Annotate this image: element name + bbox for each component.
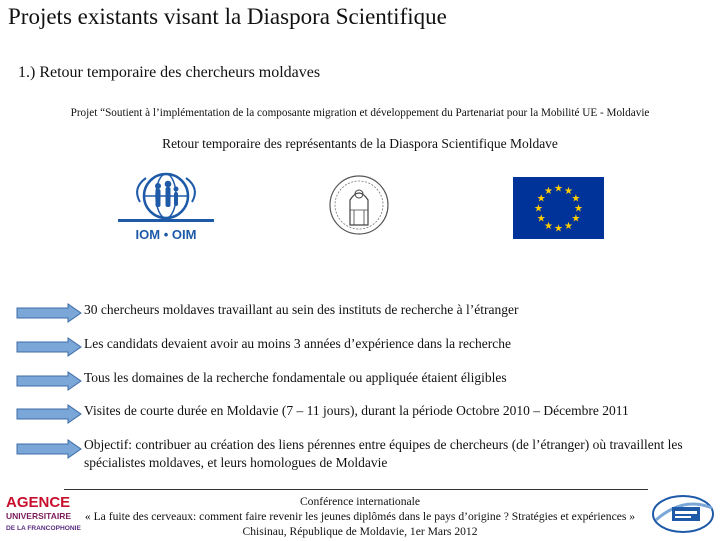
auf-logo-word: UNIVERSITAIRE bbox=[6, 511, 72, 521]
page-title: Projets existants visant la Diaspora Scientifique bbox=[8, 4, 447, 29]
star-icon: ★ bbox=[554, 183, 563, 195]
eu-flag bbox=[513, 177, 604, 244]
bullet-item bbox=[16, 401, 716, 427]
star-icon: ★ bbox=[571, 213, 581, 225]
star-icon: ★ bbox=[564, 186, 573, 198]
bullet-item bbox=[16, 368, 716, 394]
anniversary-emblem bbox=[650, 490, 716, 541]
star-icon: ★ bbox=[544, 186, 553, 198]
bullet-item bbox=[16, 300, 716, 326]
auf-logo-word: AGENCE bbox=[6, 494, 71, 511]
right-arrow-icon bbox=[16, 371, 82, 391]
footer bbox=[0, 494, 720, 539]
section-subtitle: 1.) Retour temporaire des chercheurs moldaves bbox=[18, 64, 321, 81]
star-icon: ★ bbox=[554, 223, 563, 235]
bullet-text: Les candidats devaient avoir au moins 3 années d’expérience dans la recherche bbox=[84, 336, 511, 351]
bullet-text: Visites de courte durée en Moldavie (7 – 11 jours), durant la période Octobre 2010 – Décembre 2011 bbox=[84, 403, 629, 418]
footer-divider bbox=[64, 489, 648, 490]
footer-conference: Conférence internationale bbox=[299, 495, 421, 508]
right-arrow-icon bbox=[16, 404, 82, 424]
iom-logo bbox=[118, 172, 214, 247]
star-icon: ★ bbox=[536, 213, 546, 225]
bullet-text: 30 chercheurs moldaves travaillant au sein des instituts de recherche à l’étranger bbox=[84, 302, 519, 317]
footer-theme: « La fuite des cerveaux: comment faire revenir les jeunes diplômés dans le pays d’origine ? Stratégies et expériences » bbox=[84, 510, 636, 523]
star-icon: ★ bbox=[536, 193, 546, 205]
star-icon: ★ bbox=[564, 220, 573, 232]
star-icon: ★ bbox=[534, 203, 543, 215]
seal-emblem bbox=[328, 170, 390, 245]
star-icon: ★ bbox=[571, 193, 581, 205]
return-heading: Retour temporaire des représentants de la Diaspora Scientifique Moldave bbox=[162, 136, 558, 151]
project-description: Projet “Soutient à l’implémentation de la composante migration et développement du Partenariat pour la Mobilité UE - Moldavie bbox=[70, 107, 650, 119]
right-arrow-icon bbox=[16, 337, 82, 357]
auf-logo-word: DE LA FRANCOPHONIE bbox=[6, 525, 81, 532]
right-arrow-icon bbox=[16, 439, 82, 459]
bullet-text: Tous les domaines de la recherche fondamentale ou appliquée étaient éligibles bbox=[84, 370, 507, 385]
star-icon: ★ bbox=[544, 220, 553, 232]
star-icon: ★ bbox=[574, 203, 583, 215]
right-arrow-icon bbox=[16, 303, 82, 323]
bullet-text: Objectif: contribuer au création des liens pérennes entre équipes de chercheurs (de l’étranger) où travaillent les spécialistes moldaves, et leurs homologues de Moldavie bbox=[84, 437, 683, 470]
bullet-item bbox=[16, 436, 716, 476]
bullet-item bbox=[16, 334, 716, 360]
iom-label: IOM • OIM bbox=[135, 227, 197, 242]
footer-location-date: Chisinau, République de Moldavie, 1er Mars 2012 bbox=[242, 525, 478, 538]
